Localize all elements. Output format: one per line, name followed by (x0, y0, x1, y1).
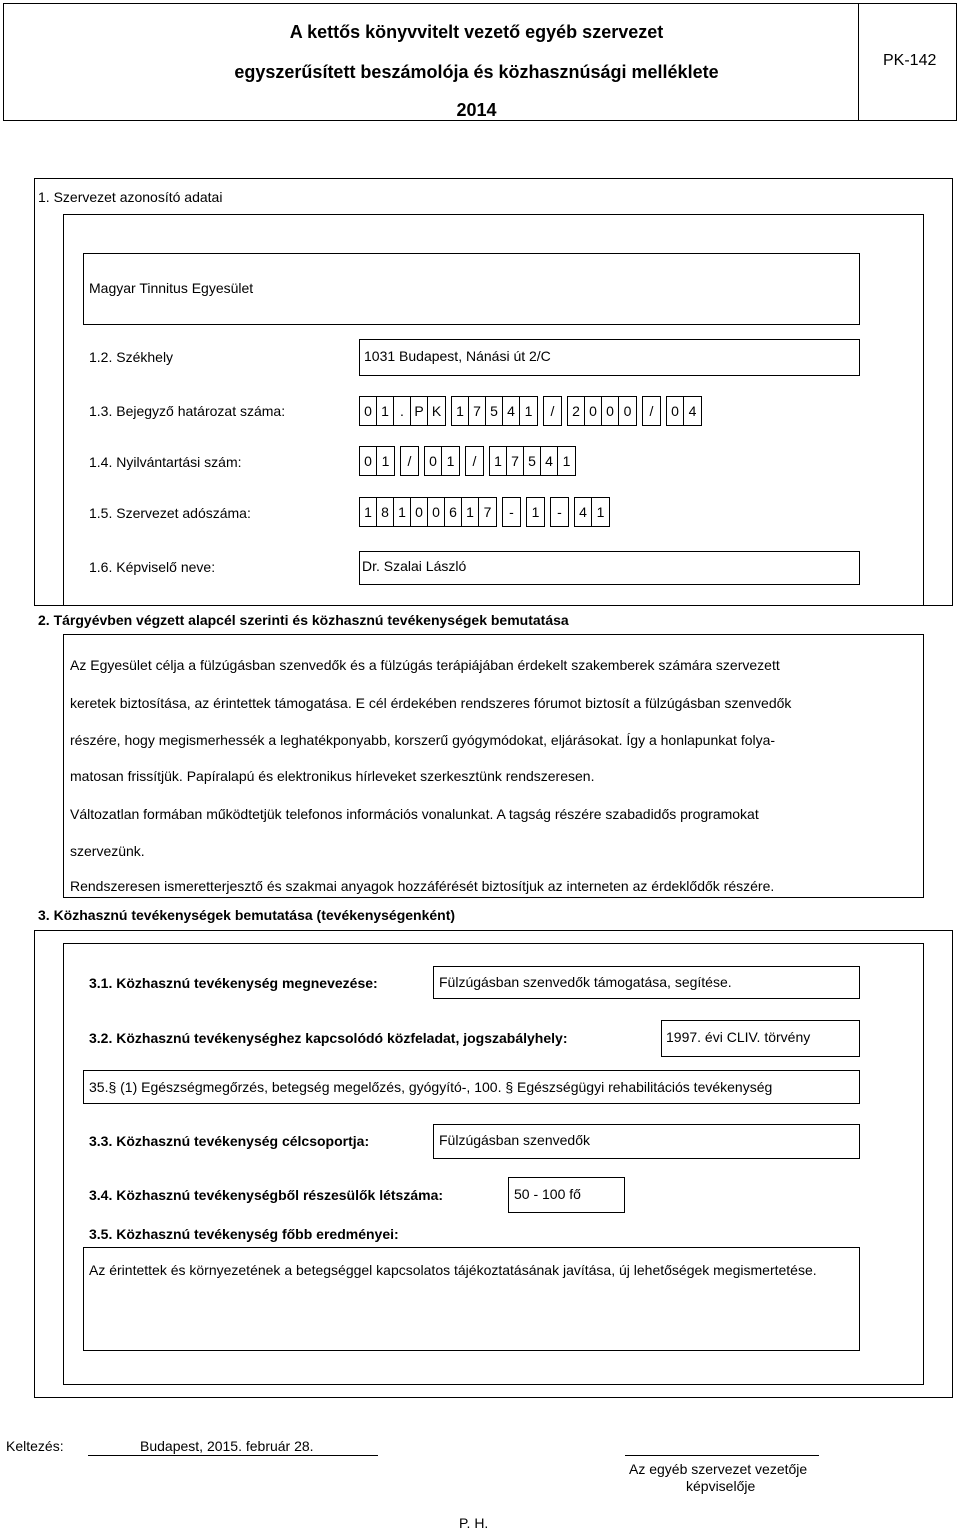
section1-title: 1. Szervezet azonosító adatai (38, 189, 223, 205)
char-cell: 0 (360, 447, 377, 475)
char-cell: 4 (503, 397, 520, 425)
char-cell: 0 (425, 447, 442, 475)
rep-label: 1.6. Képviselő neve: (89, 559, 216, 575)
form-code: PK-142 (883, 52, 937, 69)
signature-caption-2: képviselője (686, 1478, 756, 1494)
char-cell: - (557, 504, 562, 520)
char-cell: 5 (486, 397, 503, 425)
section2-title: 2. Tárgyévben végzett alapcél szerinti és közhasznú tevékenységek bemutatása (38, 612, 569, 628)
seat-value: 1031 Budapest, Nánási út 2/C (364, 348, 551, 364)
char-cell: 4 (575, 498, 592, 526)
char-cell: / (407, 453, 412, 469)
header-year: 2014 (456, 100, 497, 120)
registry-label: 1.3. Bejegyző határozat száma: (89, 403, 286, 419)
char-cell: - (509, 504, 514, 520)
results-value: Az érintettek és környezetének a betegséggel kapcsolatos tájékoztatásának javítása, új lehetőségek megismertetése. (89, 1262, 817, 1278)
seat-label: 1.2. Székhely (89, 349, 174, 365)
char-cell: 7 (469, 397, 486, 425)
char-cell: 1 (446, 453, 455, 469)
char-cell: 8 (377, 498, 394, 526)
header-title-line2: egyszerűsített beszámolója és közhasznúsági melléklete (234, 62, 719, 82)
date-value: Budapest, 2015. február 28. (140, 1438, 314, 1454)
section2-line: Változatlan formában működtetjük telefonos információs vonalunkat. A tagság részére szabadidős programokat (70, 806, 759, 822)
char-cell: / (550, 403, 555, 419)
char-cell-group (567, 396, 637, 426)
char-cell: 0 (428, 498, 445, 526)
participants-value: 50 - 100 fő (514, 1186, 581, 1202)
section2-line: Az Egyesület célja a fülzúgásban szenvedők és a fülzúgás terápiájában érdekelt szakemberek számára szervezett (70, 657, 780, 673)
char-cell: 6 (445, 498, 462, 526)
section3-title: 3. Közhasznú tevékenységek bemutatása (tevékenységenként) (38, 907, 456, 923)
char-cell: 1 (462, 498, 479, 526)
char-cell: 7 (483, 504, 492, 520)
char-cell-group (400, 446, 419, 476)
signature-caption-1: Az egyéb szervezet vezetője (629, 1461, 808, 1477)
char-cell: / (649, 403, 654, 419)
char-cell-group (359, 396, 446, 426)
results-label: 3.5. Közhasznú tevékenység főbb eredményei: (89, 1226, 399, 1242)
char-cell: 1 (531, 504, 540, 520)
section2-line: részére, hogy megismerhessék a leghatékponyabb, korszerű gyógymódokat, eljárásokat. Így a honlapunkat folya- (70, 732, 776, 748)
char-cell: 1 (490, 447, 507, 475)
target-group-value: Fülzúgásban szenvedők (439, 1132, 590, 1148)
char-cell: 1 (377, 397, 394, 425)
char-cell-group (451, 396, 538, 426)
char-cell-group (550, 497, 569, 527)
char-cell-group (489, 446, 576, 476)
char-cell: P (411, 397, 428, 425)
header-box (3, 3, 957, 121)
char-cell-group (666, 396, 702, 426)
char-cell-group (359, 497, 497, 527)
char-cell: . (394, 397, 411, 425)
date-label: Keltezés: (6, 1438, 64, 1454)
char-cell: 1 (452, 397, 469, 425)
target-group-label: 3.3. Közhasznú tevékenység célcsoportja: (89, 1133, 370, 1149)
char-cell-group (465, 446, 484, 476)
char-cell: 1 (562, 453, 571, 469)
char-cell: 0 (667, 397, 684, 425)
date-underline (88, 1455, 378, 1456)
public-task-label: 3.2. Közhasznú tevékenységhez kapcsolódó közfeladat, jogszabályhely: (89, 1030, 568, 1046)
section2-box (63, 634, 924, 898)
char-cell: 0 (602, 397, 619, 425)
stamp-placeholder: P. H. (459, 1515, 489, 1531)
char-cell-group (502, 497, 521, 527)
char-cell: 0 (623, 403, 632, 419)
section2-line: matosan frissítjük. Papíralapú és elektronikus hírleveket szerkesztünk rendszeresen. (70, 768, 595, 784)
org-name: Magyar Tinnitus Egyesület (89, 280, 254, 296)
char-cell: 1 (394, 498, 411, 526)
section2-line: szervezünk. (70, 843, 145, 859)
section2-line: keretek biztosítása, az érintettek támogatása. E cél érdekében rendszeres fórumot biztosít a fülzúgásban szenvedők (70, 695, 792, 711)
char-cell-group (642, 396, 661, 426)
char-cell-group (424, 446, 460, 476)
signature-line (625, 1455, 819, 1456)
tax-label: 1.5. Szervezet adószáma: (89, 505, 251, 521)
char-cell-group (359, 446, 395, 476)
char-cell: 0 (411, 498, 428, 526)
char-cell: 7 (507, 447, 524, 475)
char-cell: / (472, 453, 477, 469)
activity-name-value: Fülzúgásban szenvedők támogatása, segítése. (439, 974, 732, 990)
header-title-line1: A kettős könyvvitelt vezető egyéb szervezet (289, 22, 664, 42)
char-cell: 1 (381, 453, 390, 469)
char-cell: 0 (360, 397, 377, 425)
public-task-detail: 35.§ (1) Egészségmegőrzés, betegség megelőzés, gyógyító-, 100. § Egészségügyi rehabilitációs tevékenység (89, 1079, 773, 1095)
char-cell: 2 (568, 397, 585, 425)
char-cell-group (574, 497, 610, 527)
char-cell: 5 (524, 447, 541, 475)
rep-value: Dr. Szalai László (362, 558, 467, 574)
reg-no-label: 1.4. Nyilvántartási szám: (89, 454, 242, 470)
char-cell: 4 (541, 447, 558, 475)
activity-name-label: 3.1. Közhasznú tevékenység megnevezése: (89, 975, 378, 991)
char-cell: 1 (524, 403, 533, 419)
participants-label: 3.4. Közhasznú tevékenységből részesülők létszáma: (89, 1187, 444, 1203)
public-task-value: 1997. évi CLIV. törvény (666, 1029, 811, 1045)
char-cell: 0 (585, 397, 602, 425)
char-cell: K (431, 403, 442, 419)
char-cell: 1 (596, 504, 605, 520)
char-cell: 4 (688, 403, 697, 419)
char-cell-group (526, 497, 545, 527)
char-cell: 1 (360, 498, 377, 526)
section2-line: Rendszeresen ismeretterjesztő és szakmai anyagok hozzáférését biztosítjuk az interneten az érdeklődők részére. (70, 878, 775, 894)
char-cell-group (543, 396, 562, 426)
